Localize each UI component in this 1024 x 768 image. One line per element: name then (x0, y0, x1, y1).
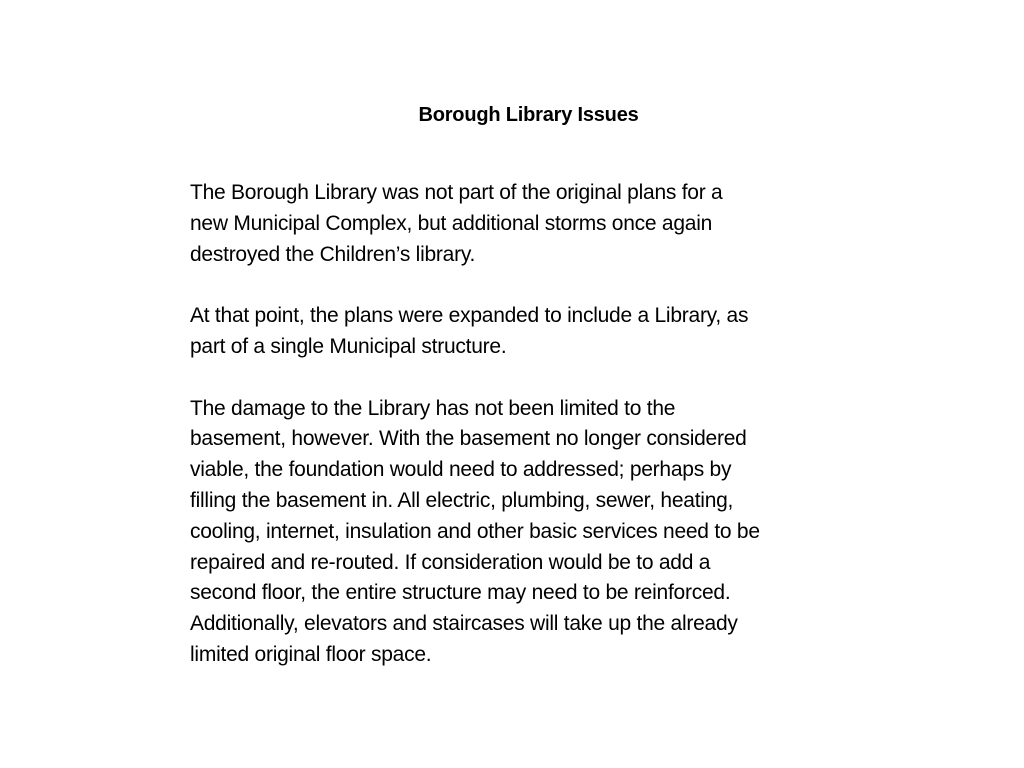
text-line: filling the basement in. All electric, plumbing, sewer, heating, (190, 488, 734, 512)
text-line: cooling, internet, insulation and other basic services need to be (190, 519, 760, 543)
paragraph-damage (190, 394, 870, 671)
slide-body (190, 178, 870, 702)
text-line: At that point, the plans were expanded to include a Library, as (190, 304, 749, 328)
paragraph-library-origin (190, 178, 870, 270)
text-line: second floor, the entire structure may need to be reinforced. (190, 581, 731, 605)
text-line: part of a single Municipal structure. (190, 334, 507, 358)
text-line: viable, the foundation would need to addressed; perhaps by (190, 458, 732, 482)
text-line: Additionally, elevators and staircases will take up the already (190, 612, 738, 636)
text-line: The damage to the Library has not been limited to the (190, 396, 676, 420)
text-line: destroyed the Children’s library. (190, 242, 476, 266)
text-line: new Municipal Complex, but additional storms once again (190, 211, 713, 235)
text-line: limited original floor space. (190, 642, 432, 666)
text-line: repaired and re-routed. If consideration would be to add a (190, 550, 711, 574)
text-line: The Borough Library was not part of the original plans for a (190, 181, 723, 204)
slide-title: Borough Library Issues (418, 104, 639, 126)
text-line: basement, however. With the basement no longer considered (190, 427, 747, 451)
paragraph-plans-expanded (190, 301, 870, 363)
